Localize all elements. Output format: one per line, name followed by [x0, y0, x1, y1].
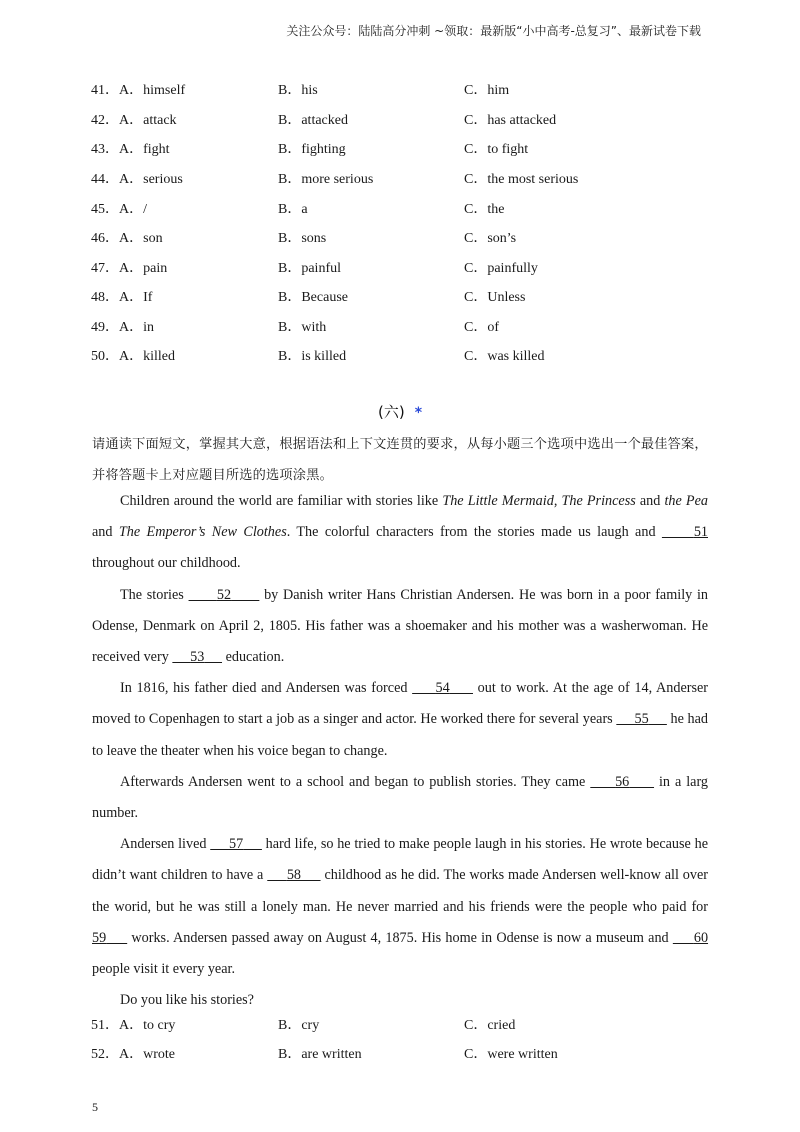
passage-paragraph: Do you like his stories? — [120, 992, 254, 1009]
option-row — [0, 257, 800, 279]
blank-52: 52 — [216, 586, 232, 603]
page-number: 5 — [92, 1100, 98, 1114]
option-a: 44．A．serious — [91, 172, 183, 187]
option-a: 50．A．killed — [91, 349, 176, 364]
star-icon: * — [414, 405, 423, 421]
blank-58: 58 — [286, 867, 301, 884]
option-c: C．of — [464, 320, 500, 335]
option-c: C．him — [464, 83, 510, 98]
passage-paragraph: In 1816, his father died and Andersen was forced 54 out to work. At the age of 14, Anderser moved to Copenhagen to start a job as a singer and actor. He worked there for several years 55 he had to leave the theater when his voice began to change. — [92, 680, 709, 759]
option-c: C．Unless — [464, 290, 526, 305]
instructions: 请通读下面短文，掌握其大意，根据语法和上下文连贯的要求，从每小题三个选项中选出一个最佳答案，并将答题卡上对应题目所选的选项涂黑。 — [92, 437, 708, 483]
option-b: B．painful — [278, 261, 341, 276]
option-c: C．son’s — [464, 231, 517, 246]
option-c: C．was killed — [464, 349, 545, 364]
option-b: B．is killed — [278, 349, 347, 364]
passage-paragraph: Afterwards Andersen went to a school and began to publish stories. They came 56 in a larg number. — [92, 773, 709, 822]
option-row — [0, 286, 800, 308]
option-c: C．the — [464, 202, 505, 217]
section-heading: (六) — [377, 403, 405, 421]
page-header: 关注公众号：陆陆高分冲刺 ~领取：最新版“小中高考-总复习”、最新试卷下载 — [286, 24, 701, 38]
option-a: 47．A．pain — [91, 261, 168, 276]
option-a: 48．A．If — [91, 290, 153, 305]
blank-57: 57 — [228, 836, 244, 853]
option-c: C．painfully — [464, 261, 538, 276]
option-b: B．are written — [278, 1047, 362, 1062]
passage — [92, 486, 708, 1016]
option-a: 45．A．/ — [91, 202, 148, 217]
option-b: B．sons — [278, 231, 327, 246]
option-a: 42．A．attack — [91, 113, 177, 128]
blank-59: 59 — [92, 929, 107, 946]
blank-56: 56 — [615, 773, 630, 790]
option-row — [0, 345, 800, 367]
passage-paragraph: Andersen lived 57 hard life, so he tried to make people laugh in his stories. He wrote because he didn’t want children to have a 58 childhood as he did. The works made Andersen well-know all over the worid, but he was still a lonely man. He never married and his friends were the people who paid for 59 works. Andersen passed away on August 4, 1875. His home in Odense is now a museum and 60 people visit it every year. — [92, 836, 709, 978]
option-c: C．cried — [464, 1018, 516, 1033]
option-b: B．fighting — [278, 142, 346, 157]
blank-55: 55 — [634, 711, 649, 728]
blank-53: 53 — [190, 649, 205, 666]
option-b: B．a — [278, 202, 308, 217]
option-c: C．has attacked — [464, 113, 557, 128]
option-row — [0, 316, 800, 338]
section-title — [0, 401, 800, 422]
option-c: C．to fight — [464, 142, 529, 157]
option-b: B．attacked — [278, 113, 348, 128]
option-b: B．Because — [278, 290, 348, 305]
option-row — [0, 138, 800, 160]
option-a: 41．A．himself — [91, 83, 186, 98]
blank-60: 60 — [693, 929, 709, 946]
option-row — [0, 109, 800, 131]
option-a: 46．A．son — [91, 231, 163, 246]
option-a: 49．A．in — [91, 320, 155, 335]
option-a: 52．A．wrote — [91, 1047, 176, 1062]
option-a: 51．A．to cry — [91, 1018, 176, 1033]
passage-paragraph: Children around the world are familiar with stories like The Little Mermaid, The Princess and the Pea and The Emperor’s New Clothes. The colorful characters from the stories made us laugh and 51 throughout our childhood. — [92, 493, 708, 572]
blank-54: 54 — [435, 680, 450, 697]
option-b: B．his — [278, 83, 318, 98]
passage-paragraph: The stories 52 by Danish writer Hans Christian Andersen. He was born in a poor family in Odense, Denmark on April 2, 1805. His father was a shoemaker and his mother was a washerwoman. He received very 53 education. — [92, 586, 708, 666]
option-row — [0, 227, 800, 249]
option-c: C．the most serious — [464, 172, 579, 187]
option-row — [0, 79, 800, 101]
option-b: B．cry — [278, 1018, 320, 1033]
option-row — [0, 198, 800, 220]
option-b: B．more serious — [278, 172, 374, 187]
option-row — [0, 168, 800, 190]
option-row — [0, 1014, 800, 1036]
option-row — [0, 1043, 800, 1065]
option-b: B．with — [278, 320, 327, 335]
option-a: 43．A．fight — [91, 142, 170, 157]
option-c: C．were written — [464, 1047, 558, 1062]
blank-51: 51 — [693, 524, 708, 541]
